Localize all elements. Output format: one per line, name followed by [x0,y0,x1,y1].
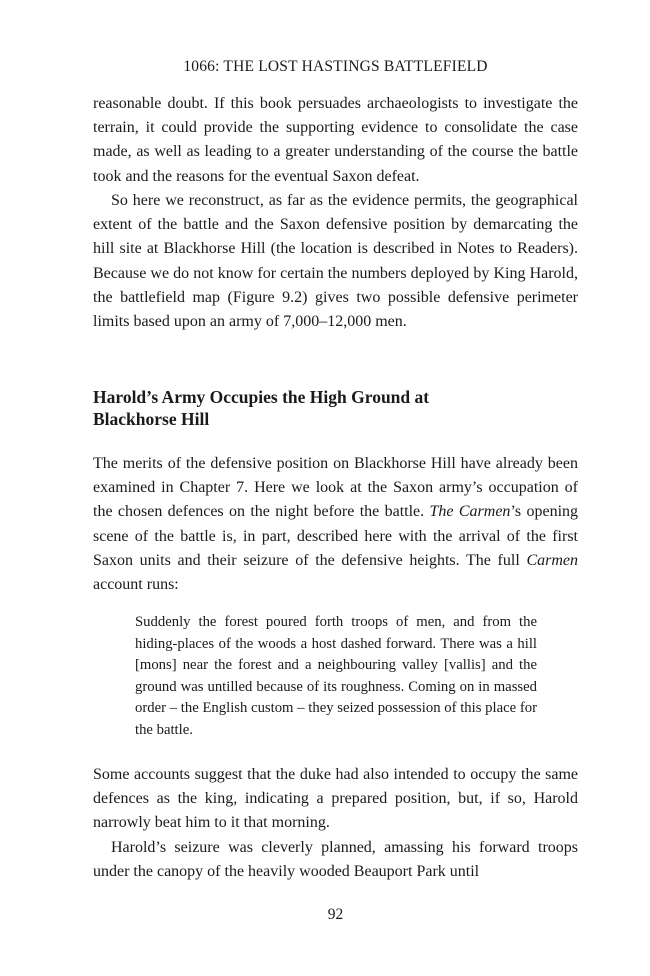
page-number: 92 [327,906,344,923]
paragraph-carmen-intro [93,452,578,597]
paragraph-duke: Some accounts suggest that the duke had also intended to occupy the same defences as the king, indicating a prepared position, but, if so, Harold narrowly beat him to it that morning. [93,766,578,832]
section-heading-line-2: Blackhorse Hill [93,409,210,429]
text-run: The merits of the defensive position on Blackhorse Hill have already been examined in Chapter 7. Here we look at the Saxon army’s occupation of the chosen defences on the night before the battle. [93,455,578,521]
text-run: account runs: [93,576,179,594]
book-page [93,0,578,976]
text-run: ’s opening scene of the battle is, in part, described here with the arrival of the first Saxon units and their seizure of the defensive heights. The full [93,503,579,569]
running-head: 1066: THE LOST HASTINGS BATTLEFIELD [183,58,488,75]
paragraph-reconstruction: So here we reconstruct, as far as the evidence permits, the geographical extent of the battle and the Saxon defensive position by demarcating the hill site at Blackhorse Hill (the location is described in Notes to Readers). Because we do not know for certain the numbers deployed by King Harold, the battlefield map (Figure 9.2) gives two possible defensive perimeter limits based upon an army of 7,000–12,000 men. [93,192,578,331]
italic-title-carmen: The Carmen [429,503,511,521]
italic-carmen: Carmen [526,551,578,569]
section-heading-line-1: Harold’s Army Occupies the High Ground at [93,387,430,407]
paragraph-harold-seizure: Harold’s seizure was cleverly planned, amassing his forward troops under the canopy of the heavily wooded Beauport Park until [93,839,578,881]
block-quote: Suddenly the forest poured forth troops of men, and from the hiding-places of the woods a host dashed forward. There was a hill [mons] near the forest and a neighbouring valley [vallis] and the ground was untilled because of its roughness. Coming on in massed order – the English custom – they seized possession of this place for the battle. [135,614,537,738]
section-heading [93,386,578,430]
paragraph-continuation: reasonable doubt. If this book persuades archaeologists to investigate the terrain, it could provide the supporting evidence to consolidate the case made, as well as leading to a greater understanding of the course the battle took and the reasons for the eventual Saxon defeat. [93,95,578,185]
